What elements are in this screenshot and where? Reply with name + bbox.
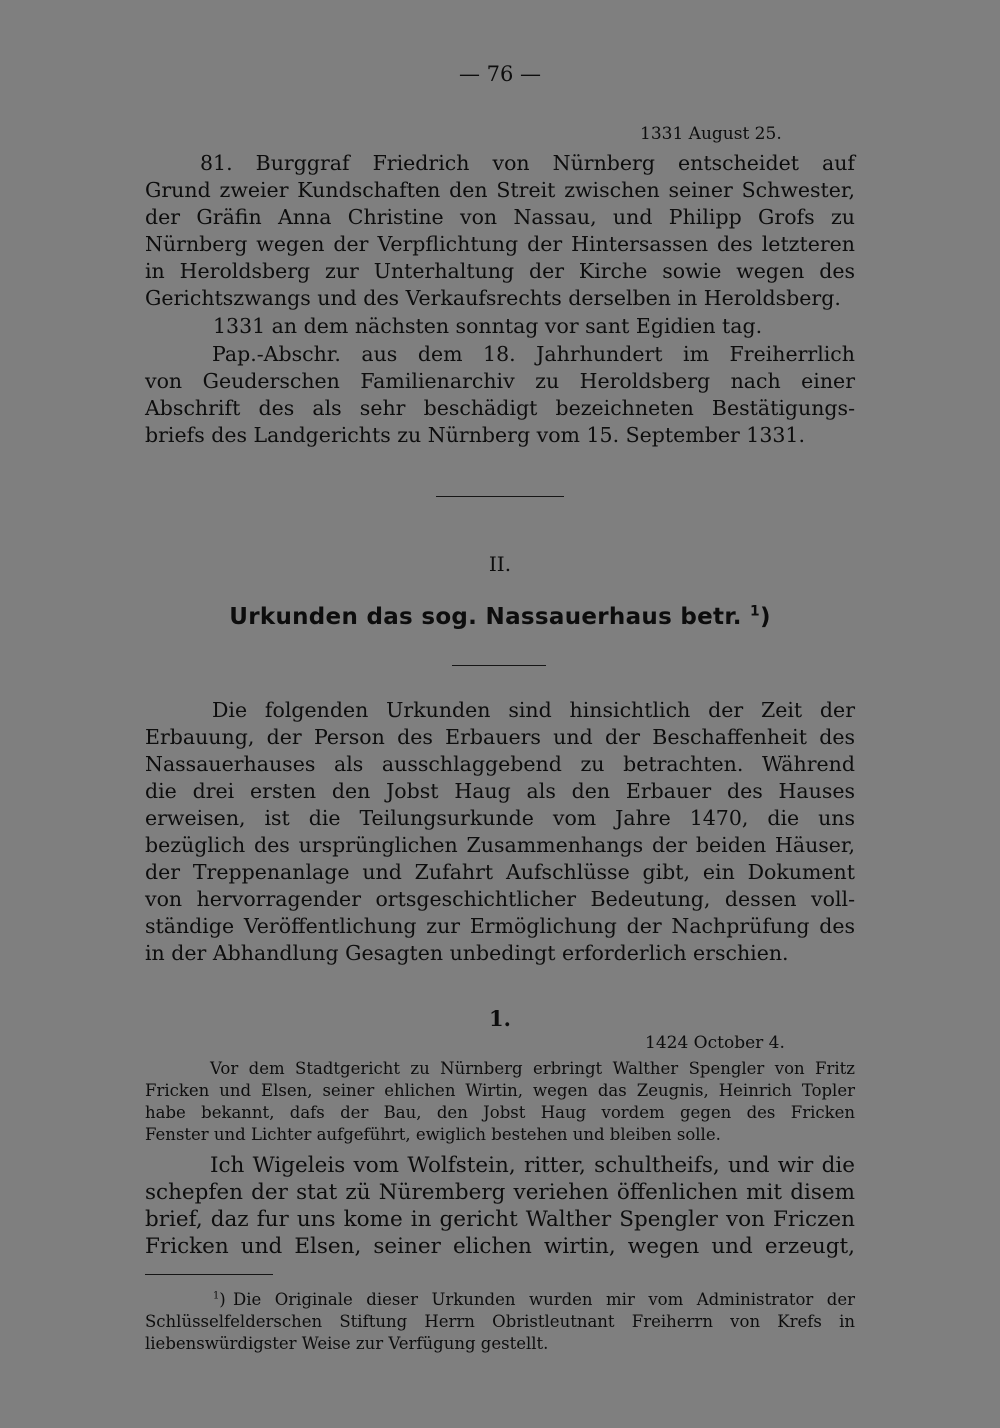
doc1-text-line: Fricken und Elsen, seiner elichen wirtin, wegen und erzeugt, xyxy=(145,1234,855,1259)
intro-line: von hervorragender ortsgeschichtlicher Bedeutung, dessen voll- xyxy=(145,887,855,911)
doc81-summary-line: 81. Burggraf Friedrich von Nürnberg entscheidet auf xyxy=(200,151,855,175)
doc1-date: 1424 October 4. xyxy=(645,1033,785,1053)
intro-line: bezüglich des ursprünglichen Zusammenhangs der beiden Häuser, xyxy=(145,833,855,857)
doc1-summary-line: Vor dem Stadtgericht zu Nürnberg erbringt Walther Spengler von Fritz xyxy=(210,1059,855,1078)
footnote-line: liebenswürdigster Weise zur Verfügung gestellt. xyxy=(145,1334,549,1353)
doc81-source-line: Abschrift des als sehr beschädigt bezeichneten Bestätigungs- xyxy=(145,396,855,420)
doc81-source-line: Pap.-Abschr. aus dem 18. Jahrhundert im Freiherrlich xyxy=(212,342,855,366)
doc1-text-line: Ich Wigeleis vom Wolfstein, ritter, schultheifs, und wir die xyxy=(210,1153,855,1178)
footnote-reference-paren: ) xyxy=(759,604,771,630)
separator-rule xyxy=(452,665,546,666)
intro-line: Die folgenden Urkunden sind hinsichtlich der Zeit der xyxy=(212,698,855,722)
doc1-summary-line: Fricken und Elsen, seiner ehlichen Wirtin, wegen das Zeugnis, Heinrich Topler xyxy=(145,1081,855,1100)
doc81-summary-line: der Gräfin Anna Christine von Nassau, und Philipp Grofs zu xyxy=(145,205,855,229)
doc81-dating: 1331 an dem nächsten sonntag vor sant Egidien tag. xyxy=(213,314,763,338)
footnote-rule xyxy=(145,1274,273,1275)
intro-line: der Treppenanlage und Zufahrt Aufschlüsse gibt, ein Dokument xyxy=(145,860,855,884)
section-title xyxy=(0,604,1000,630)
intro-line: ständige Veröffentlichung zur Ermöglichung der Nachprüfung des xyxy=(145,914,855,938)
page-number: — 76 — xyxy=(458,62,542,86)
footnote-reference: 1 xyxy=(750,603,760,620)
footnote-marker xyxy=(213,1289,226,1311)
intro-line: Erbauung, der Person des Erbauers und der Beschaffenheit des xyxy=(145,725,855,749)
intro-line: Nassauerhauses als ausschlaggebend zu betrachten. Während xyxy=(145,752,855,776)
doc81-summary-line: Nürnberg wegen der Verpflichtung der Hintersassen des letzteren xyxy=(145,232,855,256)
doc1-text-line: brief, daz fur uns kome in gericht Walther Spengler von Friczen xyxy=(145,1207,855,1232)
doc81-summary-line: Grund zweier Kundschaften den Streit zwischen seiner Schwester, xyxy=(145,178,855,202)
doc1-text-line: schepfen der stat zü Nüremberg veriehen öffenlichen mit disem xyxy=(145,1180,855,1205)
doc81-summary-line: Gerichtszwangs und des Verkaufsrechts derselben in Heroldsberg. xyxy=(145,286,841,310)
footnote-text: Die Originale dieser Urkunden wurden mir vom Administrator der xyxy=(233,1290,855,1309)
section-numeral: II. xyxy=(488,552,512,576)
doc81-summary-line: in Heroldsberg zur Unterhaltung der Kirche sowie wegen des xyxy=(145,259,855,283)
doc81-source-line: briefs des Landgerichts zu Nürnberg vom 15. September 1331. xyxy=(145,423,805,447)
doc81-source-line: von Geuderschen Familienarchiv zu Heroldsberg nach einer xyxy=(145,369,855,393)
section-title-text: Urkunden das sog. Nassauerhaus betr. xyxy=(229,604,742,630)
doc81-date: 1331 August 25. xyxy=(640,124,782,144)
footnote-marker-paren: ) xyxy=(219,1290,226,1309)
doc1-number: 1. xyxy=(489,1006,511,1031)
footnote-line: Schlüsselfelderschen Stiftung Herrn Obristleutnant Freiherrn von Krefs in xyxy=(145,1312,855,1331)
intro-line: in der Abhandlung Gesagten unbedingt erforderlich erschien. xyxy=(145,941,789,965)
intro-line: erweisen, ist die Teilungsurkunde vom Jahre 1470, die uns xyxy=(145,806,855,830)
separator-rule xyxy=(436,496,564,497)
doc1-summary-line: Fenster und Lichter aufgeführt, ewiglich bestehen und bleiben solle. xyxy=(145,1125,721,1144)
intro-line: die drei ersten den Jobst Haug als den Erbauer des Hauses xyxy=(145,779,855,803)
doc1-summary-line: habe bekannt, dafs der Bau, den Jobst Haug vordem gegen des Fricken xyxy=(145,1103,855,1122)
footnote-line xyxy=(145,1289,855,1311)
footnote-marker-number: 1 xyxy=(213,1290,220,1302)
